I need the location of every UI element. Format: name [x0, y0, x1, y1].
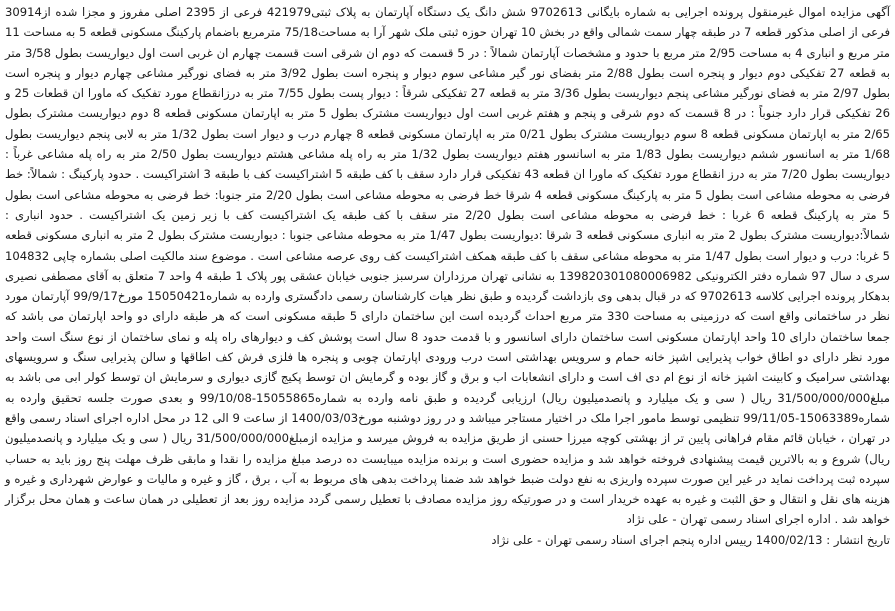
auction-notice-text: آگهی مزایده اموال غیرمنقول پرونده اجرایی به شماره بایگانی 9702613 شش دانگ یک دستگاه آپارتمان به پلاک ثبتی421979 فرعی از 2395 اصلی مفروز و مجزا شده از30914 فرعی از اصلی مذکور قطعه 7 در طبقه چهار سمت شمالی واقع در بخش 10 تهران حوزه ثبتی ملک شهر آرا به مساحت75/18 مترمربع باضمام پارکینگ مسکونی قطعه 5 به مساحت 11 متر مربع و انباری 4 به مساحت 2/95 متر مربع با حدود و مشخصات آپارتمان شمالاً : در 5 قسمت که دوم ان شرقی است قسمت چهارم ان غربی است اول دیواریست بطول 3/58 متر به قطعه 27 تفکیکی دوم دیوار و پنجره است بطول 2/88 متر بفضای نور گیر مشاعی سوم دیوار و پنجره است بطول 3/92 متر به فضای نورگیر مشاعی چهارم دیوار و پنجره است بطول 2/97 متر به فضای نورگیر مشاعی پنجم دیواریست بطول 3/36 متر به قطعه 27 تفکیکی شرقاً : دیوار پست بطول 7/55 متر به درزانقطاع مورد تفکیک که ماورا ان قطعات 25 و 26 تفکیکی قرار دارد جنوباً : در 8 قسمت که دوم شرقی و پنجم و هفتم غربی است اول دیواریست مشترک بطول 5 متر به اپارتمان مسکونی قطعه 8 دوم دیواریست مشترک بطول 2/65 متر به اپارتمان مسکونی قطعه 8 سوم دیواریست مشترک بطول 0/21 متر به اپارتمان مسکونی قطعه 8 چهارم درب و دیوار است بطول 1/32 متر به لابی پنجم دیواریست بطول 1/68 متر به اسانسور ششم دیواریست بطول 1/83 متر به اسانسور هفتم دیواریست بطول 1/32 متر به راه پله مشاعی هشتم دیواریست بطول 2/50 متر به راه پله مشاعی غرباً : دیواریست بطول 7/20 متر به درز انقطاع مورد تفکیک که ماورا ان قطعه 43 تفکیکی قرار دارد سقف با کف طبقه 5 اشتراکیست کف با طبقه 3 اشتراکیست . حدود پارکینگ : شمالاً: خط فرضی به محوطه مشاعی است بطول 5 متر به پارکینگ مسکونی قطعه 4 شرقا خط فرضی به محوطه مشاعی است بطول 2/20 متر جنوبا: خط فرضی به محوطه مشاعی است بطول 5 متر به پارکینگ قطعه 6 غربا : خط فرضی به محوطه مشاعی است بطول 2/20 متر سقف با کف طبقه یک اشتراکیست کف با زیر زمین یک اشتراکیست . حدود انباری : شمالاً:دیواریست مشترک بطول 2 متر به انباری مسکونی قطعه 3 شرقا :دیواریست بطول 1/47 متر به محوطه مشاعی جنوبا : دیواریست مشترک بطول 2 متر به انباری مسکونی قطعه 5 غربا: درب و دیوار است بطول 1/47 متر به محوطه مشاعی سقف با کف طبقه همکف اشتراکیست کف روی عرصه مشاعی است . موضوع سند مالکیت اصلی بشماره چاپی 104832 سری د سال 97 شماره دفتر الکترونیکی 139820301080006982 به نشانی تهران مرزداران سرسبز جنوبی خیابان عشقی پور پلاک 1 طبقه 4 واحد 7 متعلق به آقای مصطفی نصیری بدهکار پرونده اجرایی کلاسه 9702613 که در قبال بدهی وی بازداشت گردیده و طبق نظر هیات کارشناسان رسمی دادگستری وارده به شماره15050421 مورخ99/9/17 آپارتمان مورد نظر در ساختمانی واقع است که درزمینی به مساحت 330 متر مربع احداث گردیده است این ساختمان دارای 5 طبقه مسکونی است که هر طبقه دارای دو واحد اپارتمان می باشد که جمعا ساختمان دارای 10 واحد اپارتمان مسکونی است ساختمان دارای اسانسور و با قدمت حدود 8 سال است پوشش کف و دیوارهای راه پله و نمای ساختمان از نوع سنگ است واحد مورد نظر دارای دو اطاق خواب پذیرایی اشپز خانه حمام و سرویس بهداشتی است درب ورودی اپارتمان چوبی و پنجره ها فلزی فرش کف اطاقها و سالن پذیرایی سنگ و سرویسهای بهداشتی سرامیک و کابینت اشپز خانه از نوع ام دی اف است و دارای انشعابات اب و برق و گاز بوده و گرمایش ان توسط پکیج گازی دیواری و سرمایش ان توسط کولر ابی می باشد به مبلغ31/500/000/000 ریال ( سی و یک میلیارد و پانصدمیلیون ریال) ارزیابی گردیده و طبق نامه وارده به شماره15055865-99/10/08 و بعدی صورت جلسه تحقیق وارده به شماره15063389-99/11/05 تنظیمی توسط مامور اجرا ملک در اختیار مستاجر میباشد و در روز دوشنبه مورخ1400/03/03 از ساعت 9 الی 12 در محل اداره اجرای اسناد رسمی واقع در تهران ، خیابان قائم مقام فراهانی پایین تر از بهشتی کوچه میرزا حسنی از طریق مزایده به فروش میرسد و مزایده ازمبلغ31/500/000/000 ریال ( سی و یک میلیارد و پانصدمیلیون ریال) شروع و به بالاترین قیمت پیشنهادی فروخته خواهد شد و مزایده حضوری است و برنده مزایده میبایست ده درصد مبلغ مزایده را نقدا و مابقی ظرف مهلت پنج روز باید به حساب سپرده ثبت پرداخت نماید در غیر این صورت سپرده واریزی به نفع دولت ضبط خواهد شد ضمنا پرداخت بدهی های مربوط به آب ، برق ، گاز و غیره و مالیات و عوارض شهرداری و غیره و هزینه های نقل و انتقال و حق الثبت و غیره به عهده خریدار است و در صورتیکه روز مزایده مصادف با تعطیل رسمی گردد مزایده روز بعد از تعطیلی در همان ساعت و همان محل برگزار خواهد شد . اداره اجرای اسناد رسمی تهران - علی نژاد: [5, 5, 891, 527]
notice-footer: تاریخ انتشار : 1400/02/13 رییس اداره پنجم اجرای اسناد رسمی تهران - علی نژاد: [491, 532, 890, 547]
